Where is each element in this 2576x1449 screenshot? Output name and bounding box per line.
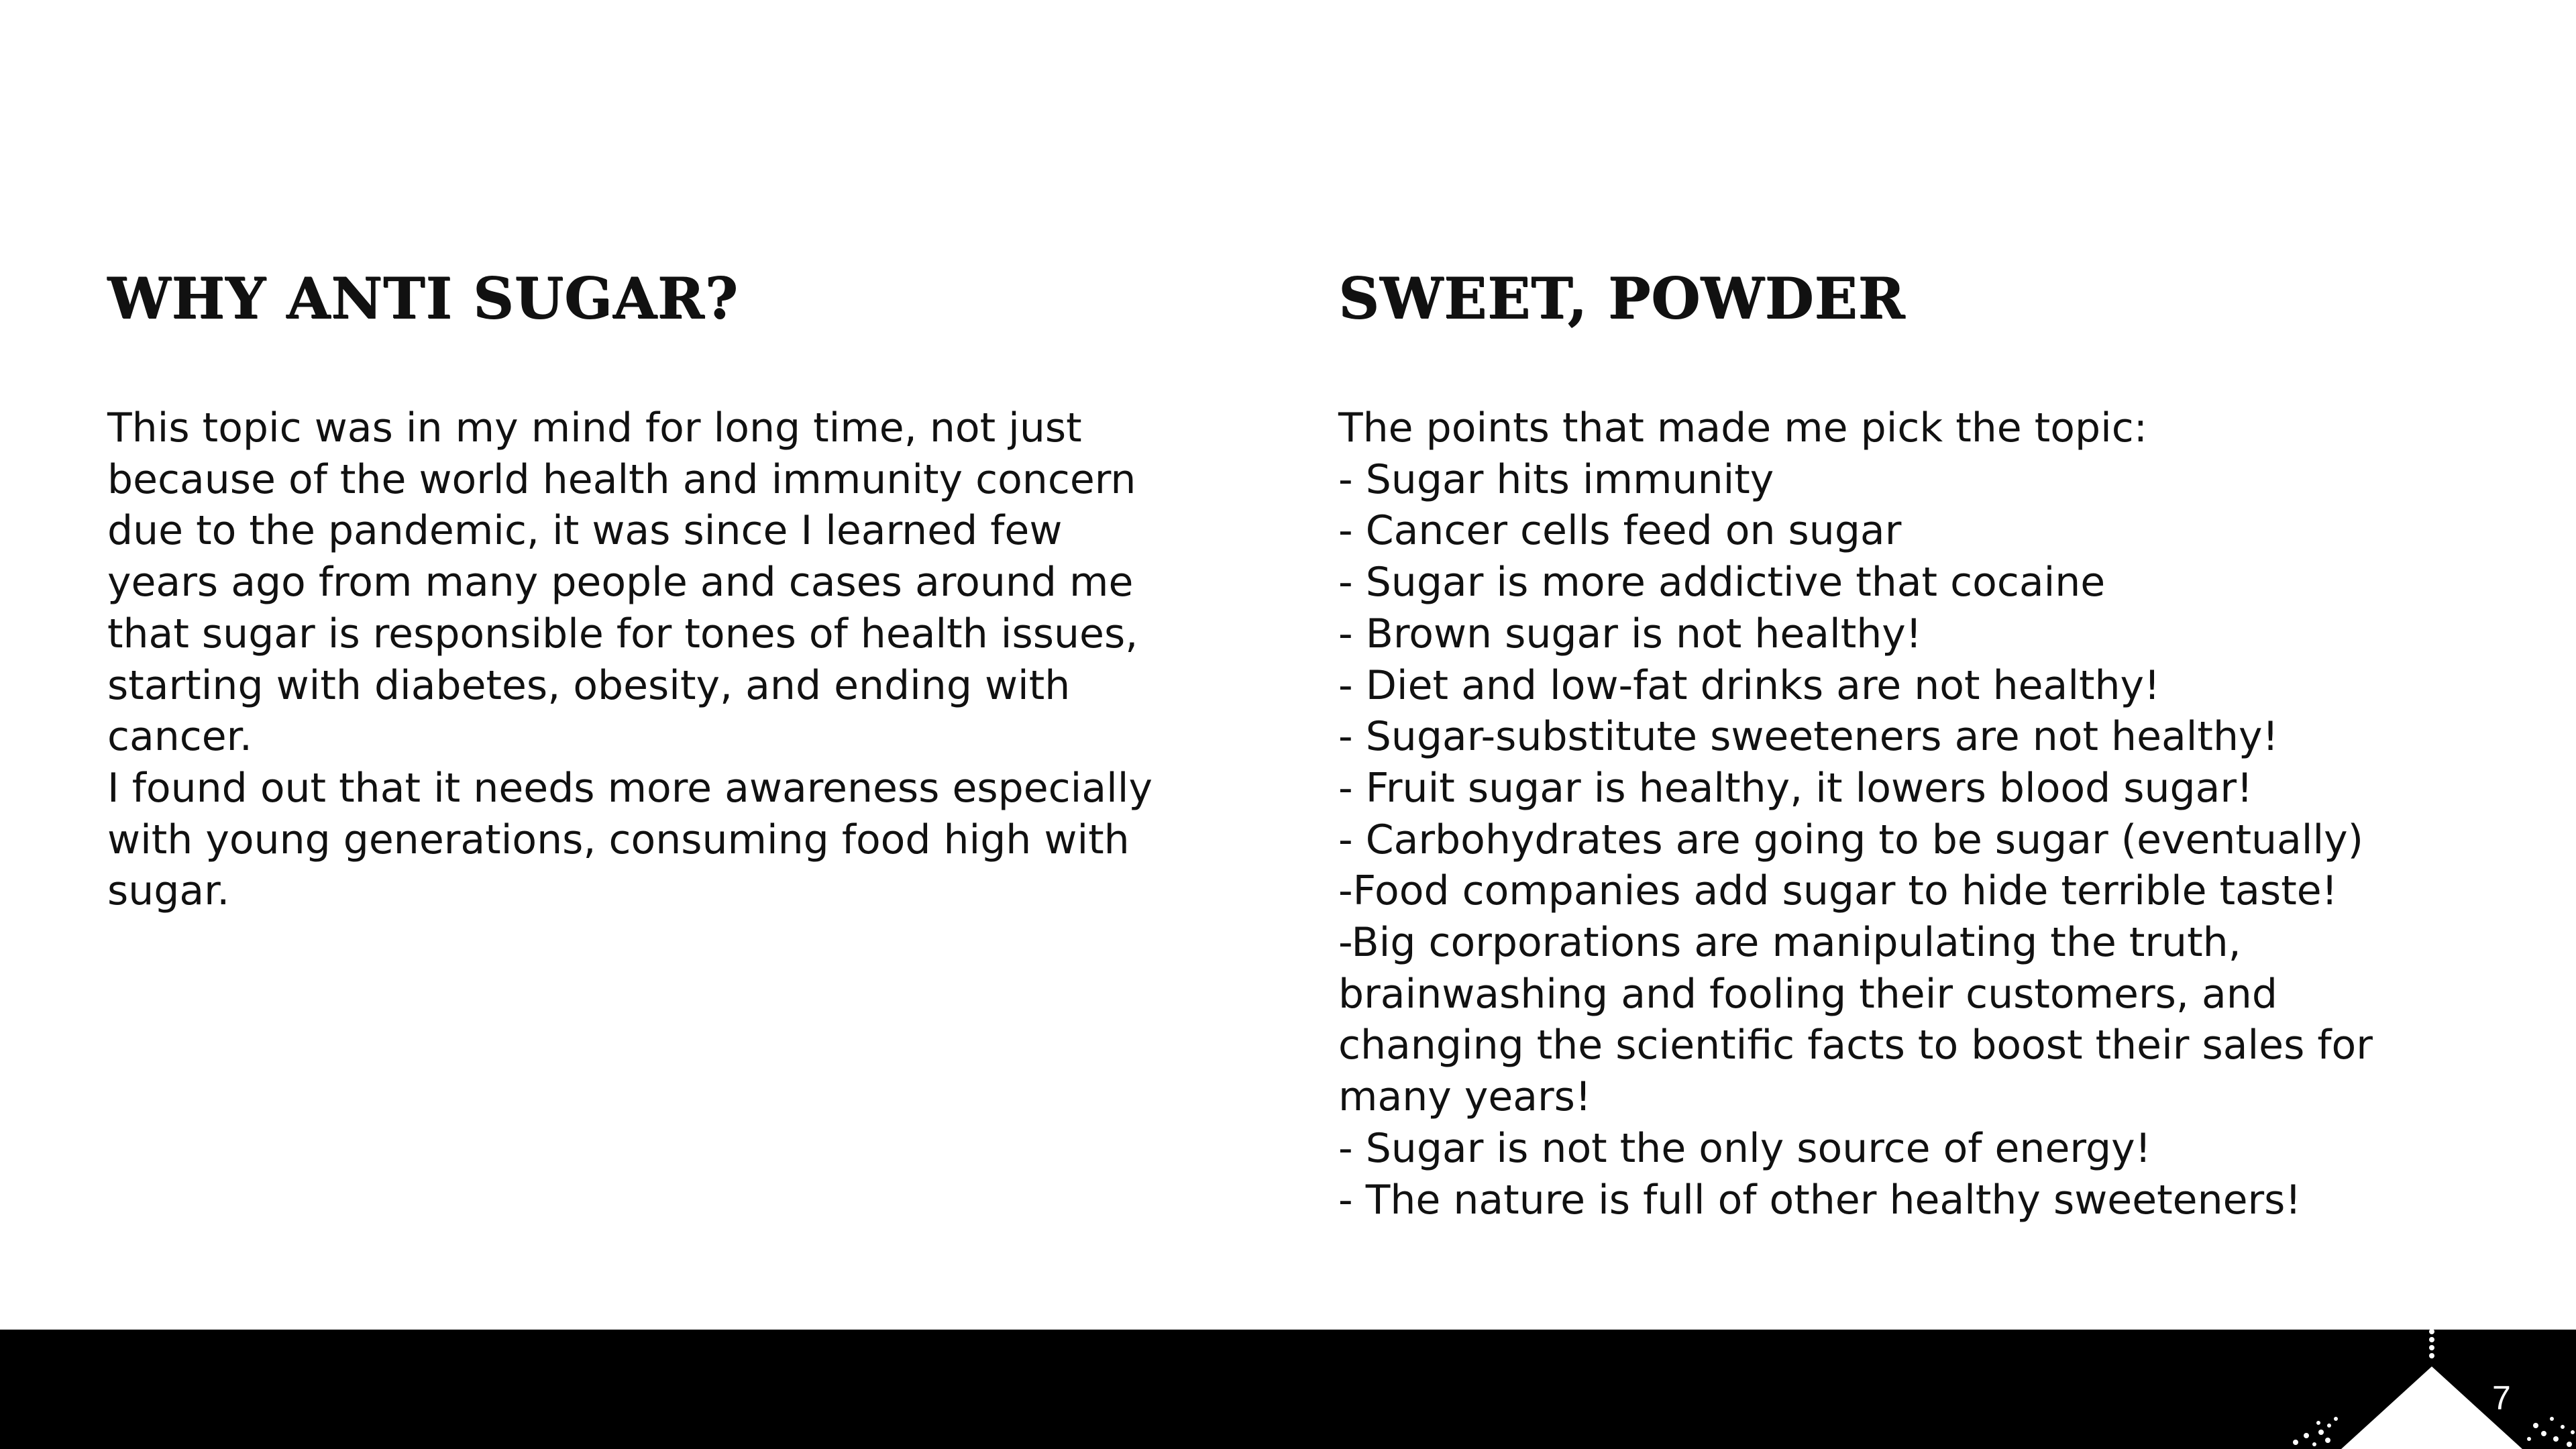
sugar-mountain-icon bbox=[2254, 1325, 2576, 1449]
right-line: The points that made me pick the topic: bbox=[1338, 405, 2147, 451]
left-line: that sugar is responsible for tones of health issues, bbox=[107, 610, 1138, 657]
left-line: years ago from many people and cases around me bbox=[107, 559, 1134, 606]
right-line: - The nature is full of other healthy sweeteners! bbox=[1338, 1176, 2302, 1224]
right-body-text bbox=[1338, 402, 2479, 1226]
right-line: - Cancer cells feed on sugar bbox=[1338, 507, 1902, 555]
right-line: - Sugar is not the only source of energy! bbox=[1338, 1124, 2151, 1172]
right-line: many years! bbox=[1338, 1073, 1591, 1121]
right-line: -Food companies add sugar to hide terrible taste! bbox=[1338, 867, 2338, 915]
left-line: with young generations, consuming food high with bbox=[107, 816, 1130, 863]
right-line: changing the scientific facts to boost their sales for bbox=[1338, 1022, 2373, 1069]
left-body-text bbox=[107, 402, 1248, 917]
left-line: due to the pandemic, it was since I learned few bbox=[107, 507, 1063, 555]
left-heading: WHY ANTI SUGAR? bbox=[107, 265, 739, 331]
page-number: 7 bbox=[2492, 1379, 2511, 1417]
right-column bbox=[1338, 265, 2479, 1226]
right-line: brainwashing and fooling their customers, and bbox=[1338, 970, 2277, 1018]
left-line: This topic was in my mind for long time, not just bbox=[107, 405, 1082, 451]
left-line: because of the world health and immunity concern bbox=[107, 455, 1136, 503]
right-line: - Sugar hits immunity bbox=[1338, 455, 1774, 503]
right-line: - Carbohydrates are going to be sugar (eventually) bbox=[1338, 816, 2364, 863]
left-line: cancer. bbox=[107, 713, 252, 761]
right-line: - Sugar-substitute sweeteners are not healthy! bbox=[1338, 713, 2279, 761]
left-line: I found out that it needs more awareness especially bbox=[107, 764, 1152, 812]
left-column bbox=[107, 265, 1248, 917]
right-line: - Sugar is more addictive that cocaine bbox=[1338, 559, 2106, 606]
right-line: -Big corporations are manipulating the truth, bbox=[1338, 919, 2241, 967]
right-heading: SWEET, POWDER bbox=[1338, 265, 1906, 331]
left-line: starting with diabetes, obesity, and ending with bbox=[107, 661, 1071, 709]
right-line: - Diet and low-fat drinks are not healthy! bbox=[1338, 661, 2161, 709]
right-line: - Brown sugar is not healthy! bbox=[1338, 610, 1922, 657]
left-line: sugar. bbox=[107, 867, 230, 915]
right-line: - Fruit sugar is healthy, it lowers blood sugar! bbox=[1338, 764, 2253, 812]
footer-bar bbox=[0, 1330, 2576, 1449]
